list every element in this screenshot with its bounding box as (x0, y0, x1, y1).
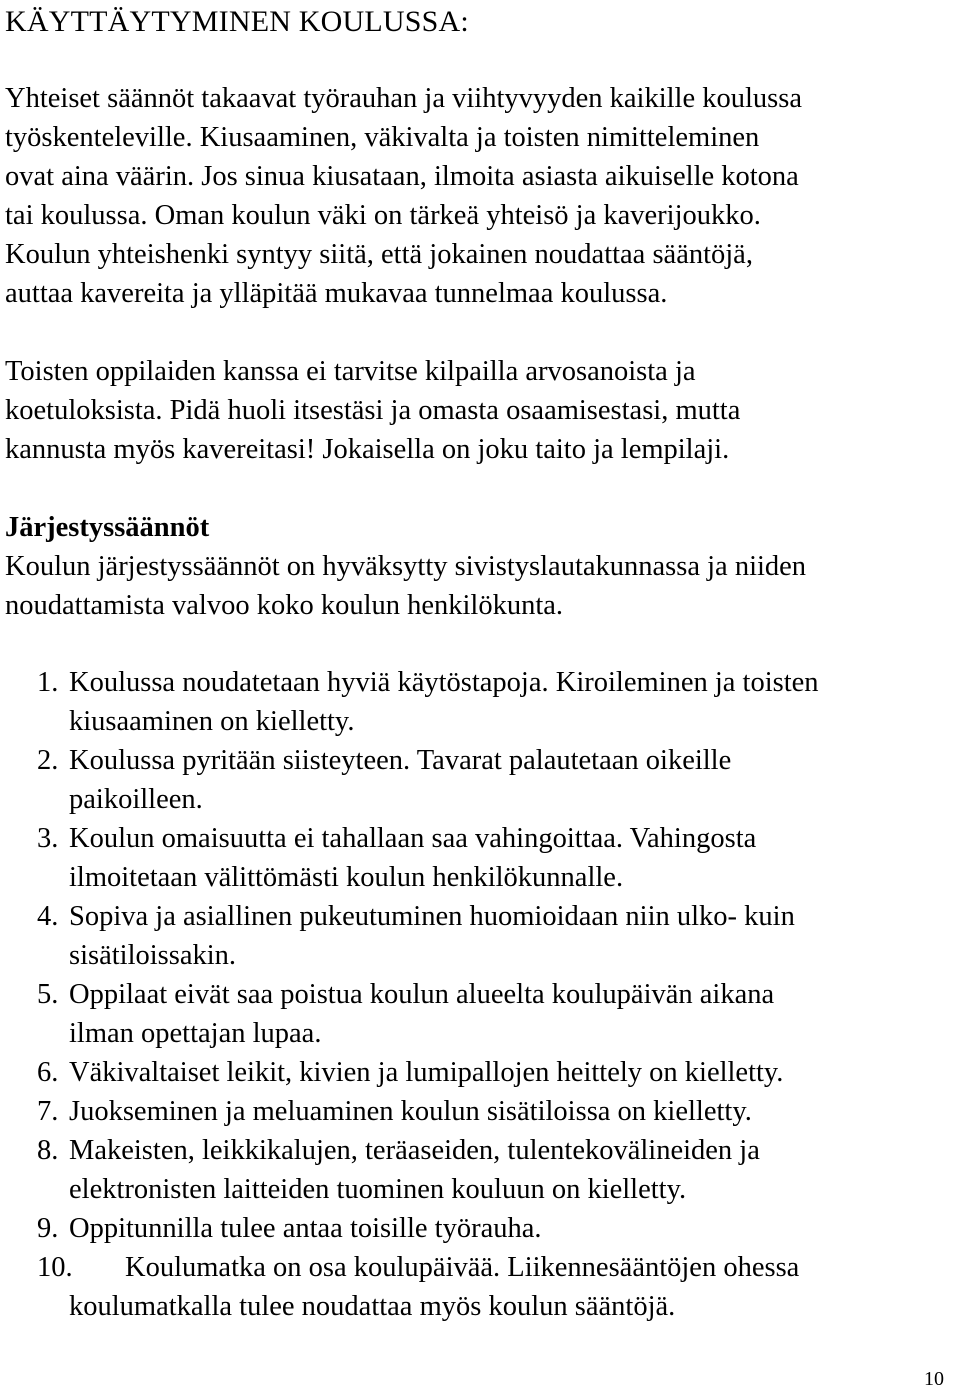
rule-line: paikoilleen. (69, 784, 203, 815)
rule-line: Väkivaltaiset leikit, kivien ja lumipallojen heittely on kielletty. (69, 1057, 784, 1088)
rule-text (69, 1248, 819, 1326)
rule-text (69, 975, 819, 1053)
intro-paragraph (5, 79, 955, 313)
paragraph-line: Koulun yhteishenki syntyy siitä, että jokainen noudattaa sääntöjä, (5, 239, 753, 270)
rule-line: Koulussa noudatetaan hyviä käytöstapoja. Kiroileminen ja toisten (69, 667, 819, 698)
paragraph-line: Yhteiset säännöt takaavat työrauhan ja viihtyvyyden kaikille koulussa (5, 83, 802, 114)
rule-number: 6. (37, 1057, 59, 1088)
rule-line: Makeisten, leikkikalujen, teräaseiden, tulentekovälineiden ja (69, 1135, 760, 1166)
rule-number: 1. (37, 667, 59, 698)
rule-line: ilman opettajan lupaa. (69, 1018, 322, 1049)
rule-line: Koulun omaisuutta ei tahallaan saa vahingoittaa. Vahingosta (69, 823, 757, 854)
paragraph-line: Toisten oppilaiden kanssa ei tarvitse kilpailla arvosanoista ja (5, 356, 696, 387)
rule-number: 5. (37, 979, 59, 1010)
rule-item (5, 1209, 819, 1248)
rule-item (5, 741, 819, 819)
rule-number: 4. (37, 901, 59, 932)
rule-item (5, 1248, 819, 1326)
rule-number: 10. (37, 1252, 73, 1283)
paragraph-line: työskenteleville. Kiusaaminen, väkivalta ja toisten nimitteleminen (5, 122, 760, 153)
rule-item (5, 975, 819, 1053)
rule-item (5, 1053, 819, 1092)
rule-text (69, 1053, 819, 1092)
paragraph-line: auttaa kavereita ja ylläpitää mukavaa tunnelmaa koulussa. (5, 278, 668, 309)
rule-line: kiusaaminen on kielletty. (69, 706, 355, 737)
page-number: 10 (924, 1368, 944, 1390)
paragraph-line: ovat aina väärin. Jos sinua kiusataan, ilmoita asiasta aikuiselle kotona (5, 161, 799, 192)
second-paragraph (5, 352, 955, 469)
rule-line: elektronisten laitteiden tuominen kouluun on kielletty. (69, 1174, 687, 1205)
rule-line: ilmoitetaan välittömästi koulun henkilökunnalle. (69, 862, 624, 893)
rule-number: 8. (37, 1135, 59, 1166)
rule-number: 3. (37, 823, 59, 854)
paragraph-line: tai koulussa. Oman koulun väki on tärkeä yhteisö ja kaverijoukko. (5, 200, 761, 231)
rules-section-title: Järjestyssäännöt (5, 512, 210, 543)
rule-number: 2. (37, 745, 59, 776)
rule-line: Juokseminen ja meluaminen koulun sisätiloissa on kielletty. (69, 1096, 752, 1127)
rules-intro-paragraph (5, 547, 955, 625)
page-heading: KÄYTTÄYTYMINEN KOULUSSA: (5, 5, 469, 38)
rule-text (69, 1209, 819, 1248)
paragraph-line: koetuloksista. Pidä huoli itsestäsi ja omasta osaamisestasi, mutta (5, 395, 741, 426)
rule-item (5, 1092, 819, 1131)
paragraph-line: kannusta myös kavereitasi! Jokaisella on joku taito ja lempilaji. (5, 434, 730, 465)
rule-number: 7. (37, 1096, 59, 1127)
rule-text (69, 897, 819, 975)
paragraph-line: noudattamista valvoo koko koulun henkilökunta. (5, 590, 564, 621)
rule-line: koulumatkalla tulee noudattaa myös koulun sääntöjä. (69, 1291, 676, 1322)
rule-text (69, 663, 819, 741)
rules-list (5, 663, 819, 1326)
rule-text (69, 1092, 819, 1131)
rule-line: sisätiloissakin. (69, 940, 237, 971)
rule-text (69, 741, 819, 819)
rule-number: 9. (37, 1213, 59, 1244)
paragraph-line: Koulun järjestyssäännöt on hyväksytty sivistyslautakunnassa ja niiden (5, 551, 807, 582)
rule-item (5, 1131, 819, 1209)
rule-text (69, 1131, 819, 1209)
rule-line: Oppitunnilla tulee antaa toisille työrauha. (69, 1213, 542, 1244)
rule-item (5, 897, 819, 975)
rule-line: Koulumatka on osa koulupäivää. Liikennesääntöjen ohessa (125, 1252, 800, 1283)
rule-item (5, 819, 819, 897)
rule-line: Koulussa pyritään siisteyteen. Tavarat palautetaan oikeille (69, 745, 732, 776)
rule-item (5, 663, 819, 741)
rule-line: Oppilaat eivät saa poistua koulun alueelta koulupäivän aikana (69, 979, 775, 1010)
rule-text (69, 819, 819, 897)
rule-line: Sopiva ja asiallinen pukeutuminen huomioidaan niin ulko- kuin (69, 901, 795, 932)
